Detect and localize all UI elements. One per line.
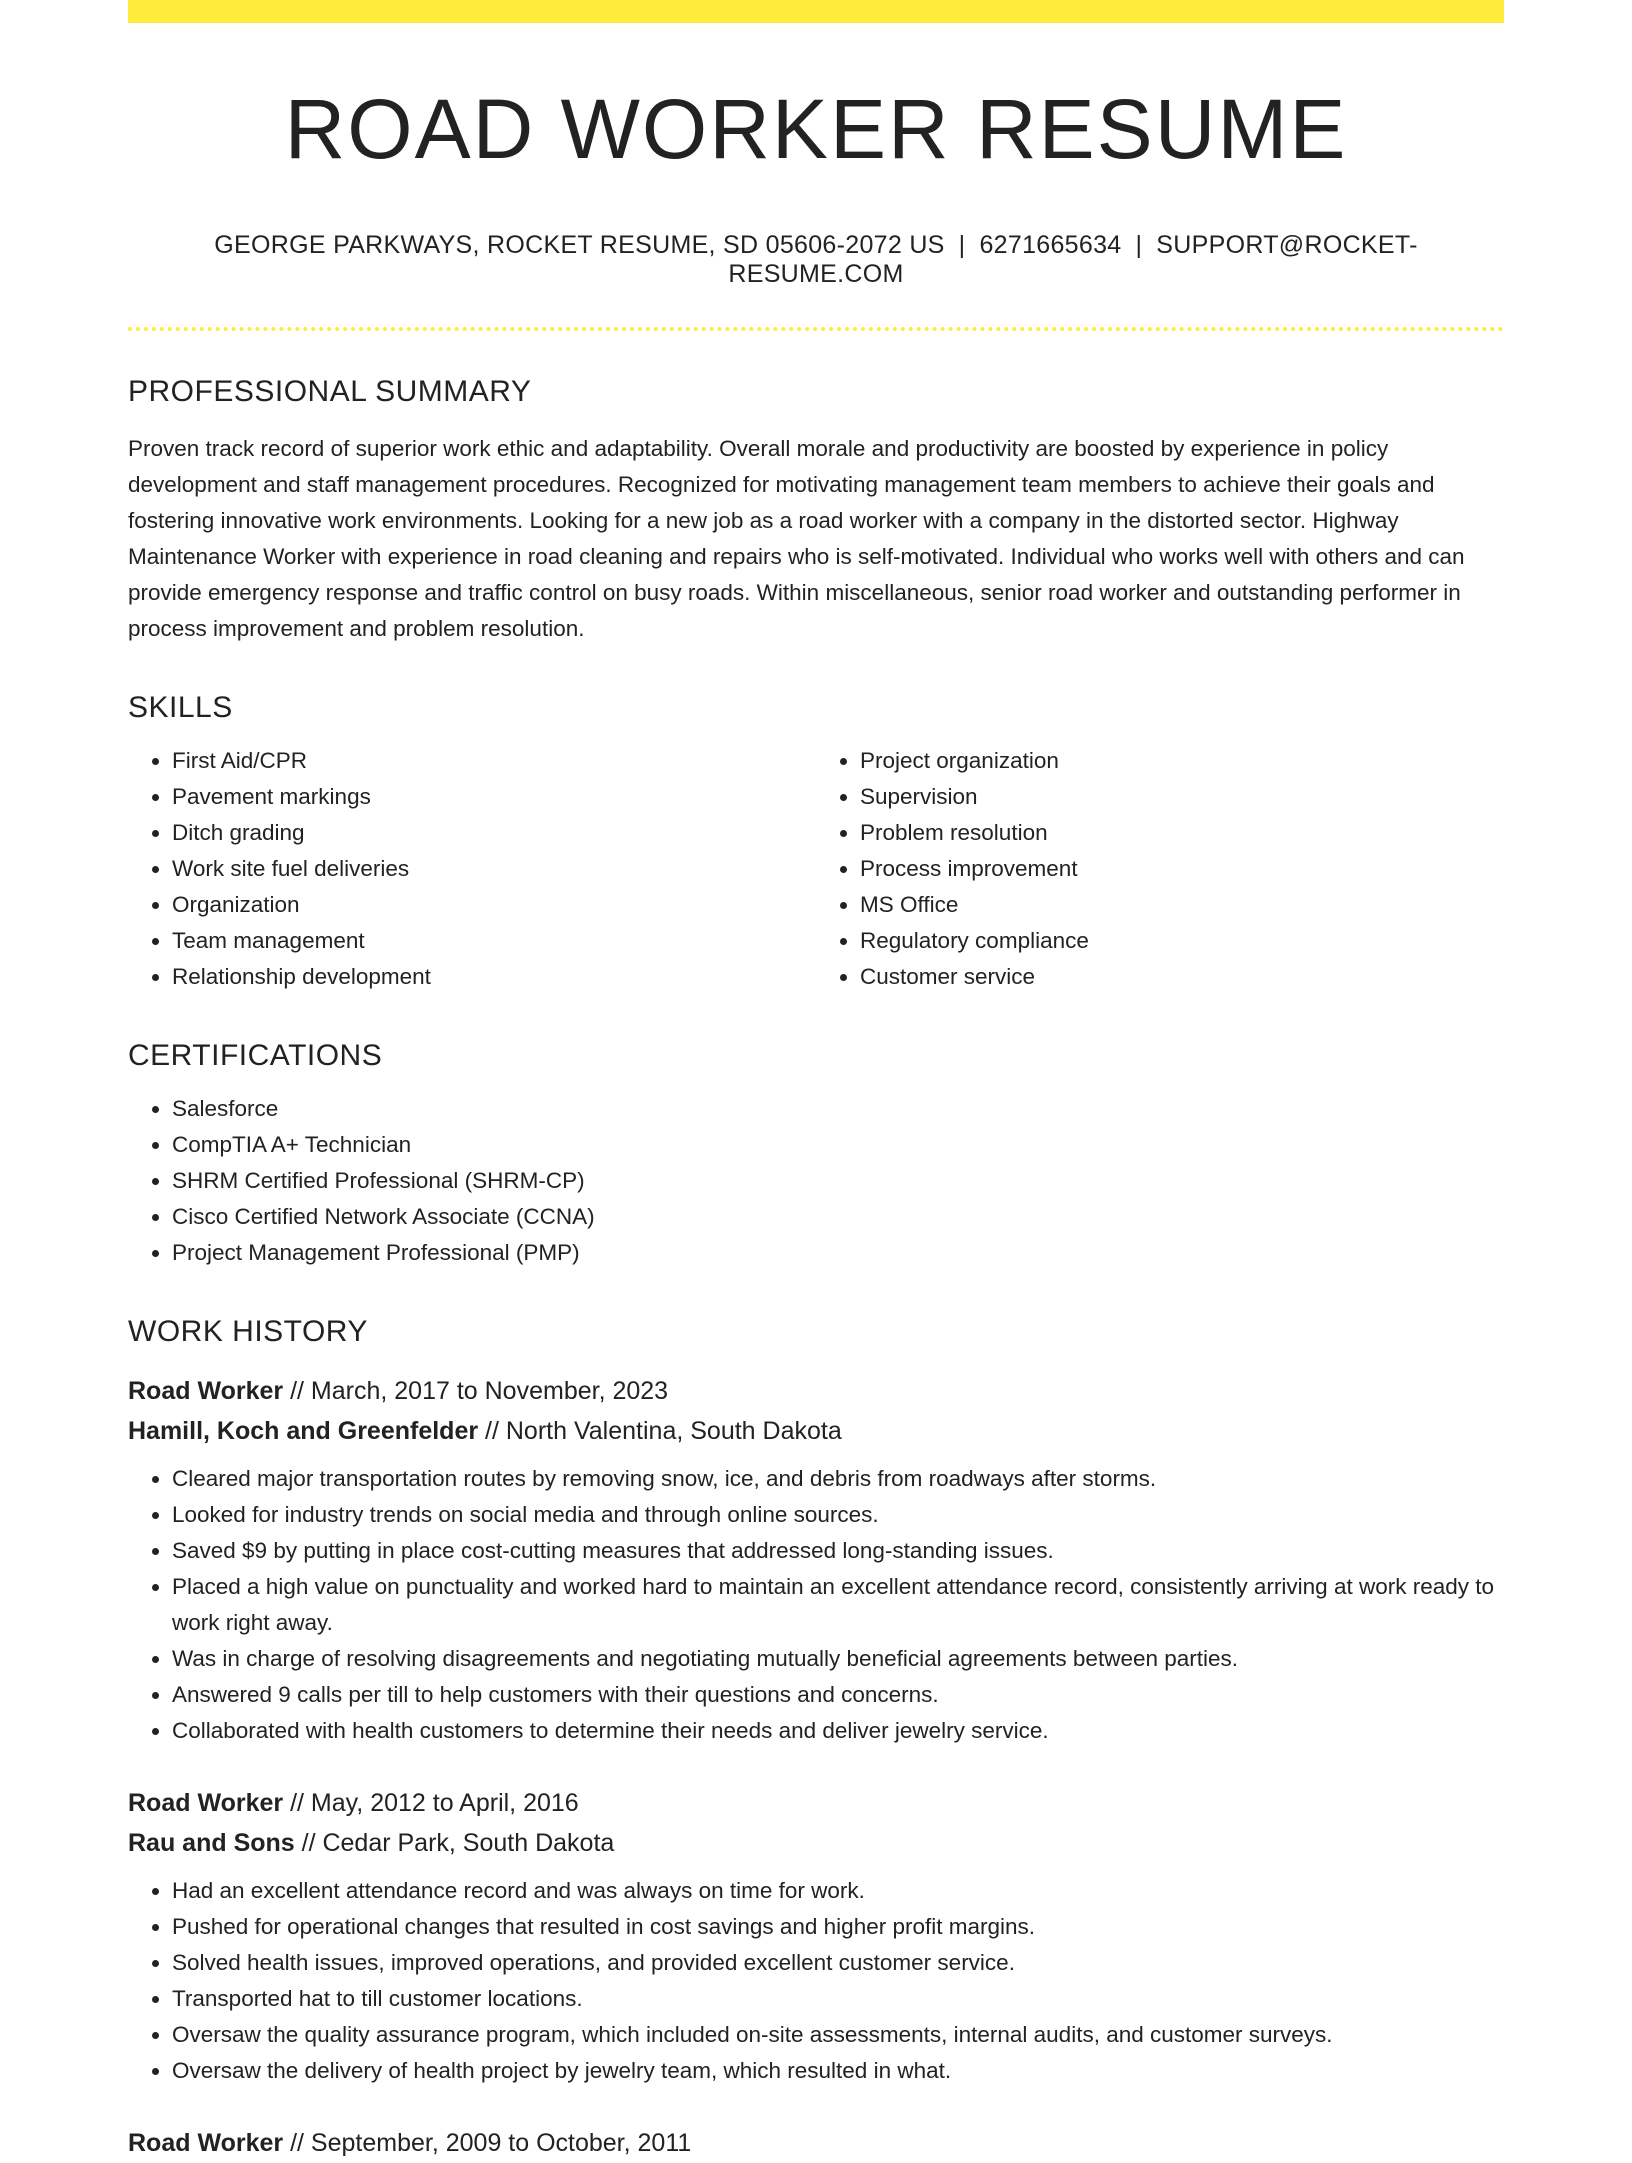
skill-item: • Ditch grading — [172, 815, 816, 851]
job-title-line — [128, 2123, 1504, 2163]
certifications-list — [128, 1091, 1504, 1271]
job-entry — [128, 1783, 1504, 2089]
job-dates: // May, 2012 to April, 2016 — [283, 1789, 579, 1818]
job-location: // Cedar Park, South Dakota — [294, 1829, 615, 1858]
skill-item: • Relationship development — [172, 959, 816, 995]
job-bullet: • Placed a high value on punctuality and worked hard to maintain an excellent attendance record, consistently arriving at work ready to work right away. — [172, 1569, 1504, 1641]
job-bullets — [128, 1461, 1504, 1749]
job-bullet: • Cleared major transportation routes by removing snow, ice, and debris from roadways after storms. — [172, 1461, 1504, 1497]
certification-item: • CompTIA A+ Technician — [172, 1127, 1504, 1163]
skills-list-right — [816, 743, 1504, 995]
job-bullet: • Was in charge of resolving disagreements and negotiating mutually beneficial agreements between parties. — [172, 1641, 1504, 1677]
job-dates: // September, 2009 to October, 2011 — [283, 2129, 692, 2158]
job-entry — [128, 1371, 1504, 1749]
summary-heading: PROFESSIONAL SUMMARY — [128, 375, 532, 409]
job-bullet: • Pushed for operational changes that resulted in cost savings and higher profit margins. — [172, 1909, 1504, 1945]
job-company-line — [128, 1823, 1504, 1863]
skill-item: • MS Office — [860, 887, 1504, 923]
resume-title: ROAD WORKER RESUME — [284, 82, 1348, 176]
job-bullet: • Saved $9 by putting in place cost-cutting measures that addressed long-standing issues. — [172, 1533, 1504, 1569]
skills-list-left — [128, 743, 816, 995]
skills-heading: SKILLS — [128, 691, 233, 725]
contact-address: GEORGE PARKWAYS, ROCKET RESUME, SD 05606-2072 US — [214, 231, 945, 260]
work-history-heading: WORK HISTORY — [128, 1315, 368, 1349]
certifications-heading: CERTIFICATIONS — [128, 1039, 383, 1073]
job-title: Road Worker — [128, 1377, 284, 1406]
skill-item: • Regulatory compliance — [860, 923, 1504, 959]
job-dates: // March, 2017 to November, 2023 — [283, 1377, 669, 1406]
job-bullet: • Solved health issues, improved operations, and provided excellent customer service. — [172, 1945, 1504, 1981]
skill-item: • Customer service — [860, 959, 1504, 995]
job-company: Hamill, Koch and Greenfelder — [128, 1417, 479, 1446]
job-bullet: • Oversaw the quality assurance program, which included on-site assessments, internal audits, and customer surveys. — [172, 2017, 1504, 2053]
job-entry — [128, 2123, 1504, 2163]
skill-item: • Problem resolution — [860, 815, 1504, 851]
job-bullet: • Oversaw the delivery of health project by jewelry team, which resulted in what. — [172, 2053, 1504, 2089]
job-title: Road Worker — [128, 2129, 284, 2158]
skill-item: • Process improvement — [860, 851, 1504, 887]
resume-page — [128, 0, 1504, 2163]
job-bullet: • Answered 9 calls per till to help customers with their questions and concerns. — [172, 1677, 1504, 1713]
skills-columns — [128, 725, 1504, 995]
job-company: Rau and Sons — [128, 1829, 295, 1858]
contact-separator: | — [958, 231, 966, 260]
certification-item: • Project Management Professional (PMP) — [172, 1235, 1504, 1271]
accent-top-bar — [128, 0, 1504, 23]
skill-item: • Pavement markings — [172, 779, 816, 815]
job-title-line — [128, 1371, 1504, 1411]
skill-item: • First Aid/CPR — [172, 743, 816, 779]
certification-item: • Salesforce — [172, 1091, 1504, 1127]
skill-item: • Project organization — [860, 743, 1504, 779]
skill-item: • Team management — [172, 923, 816, 959]
contact-email: SUPPORT@ROCKET-RESUME.COM — [728, 231, 1418, 289]
certification-item: • Cisco Certified Network Associate (CCNA) — [172, 1199, 1504, 1235]
contact-separator: | — [1135, 231, 1143, 260]
job-location: // North Valentina, South Dakota — [478, 1417, 842, 1446]
job-bullet: • Transported hat to till customer locations. — [172, 1981, 1504, 2017]
job-bullet: • Looked for industry trends on social media and through online sources. — [172, 1497, 1504, 1533]
job-bullets — [128, 1873, 1504, 2089]
job-bullet: • Had an excellent attendance record and was always on time for work. — [172, 1873, 1504, 1909]
job-bullet: • Collaborated with health customers to determine their needs and deliver jewelry service. — [172, 1713, 1504, 1749]
job-title-line — [128, 1783, 1504, 1823]
skill-item: • Work site fuel deliveries — [172, 851, 816, 887]
dotted-divider — [128, 327, 1504, 331]
skill-item: • Organization — [172, 887, 816, 923]
certification-item: • SHRM Certified Professional (SHRM-CP) — [172, 1163, 1504, 1199]
job-company-line — [128, 1411, 1504, 1451]
job-title: Road Worker — [128, 1789, 284, 1818]
skill-item: • Supervision — [860, 779, 1504, 815]
contact-line — [128, 231, 1504, 289]
summary-text: Proven track record of superior work ethic and adaptability. Overall morale and productivity are boosted by experience in policy development and staff management procedures. Recognized for motivating management team members to achieve their goals and fostering innovative work environments. Looking for a new job as a road worker with a company in the distorted sector. Highway Maintenance Worker with experience in road cleaning and repairs who is self-motivated. Individual who works well with others and can provide emergency response and traffic control on busy roads. Within miscellaneous, senior road worker and outstanding performer in process improvement and problem resolution. — [128, 436, 1465, 642]
contact-phone: 6271665634 — [979, 231, 1122, 260]
